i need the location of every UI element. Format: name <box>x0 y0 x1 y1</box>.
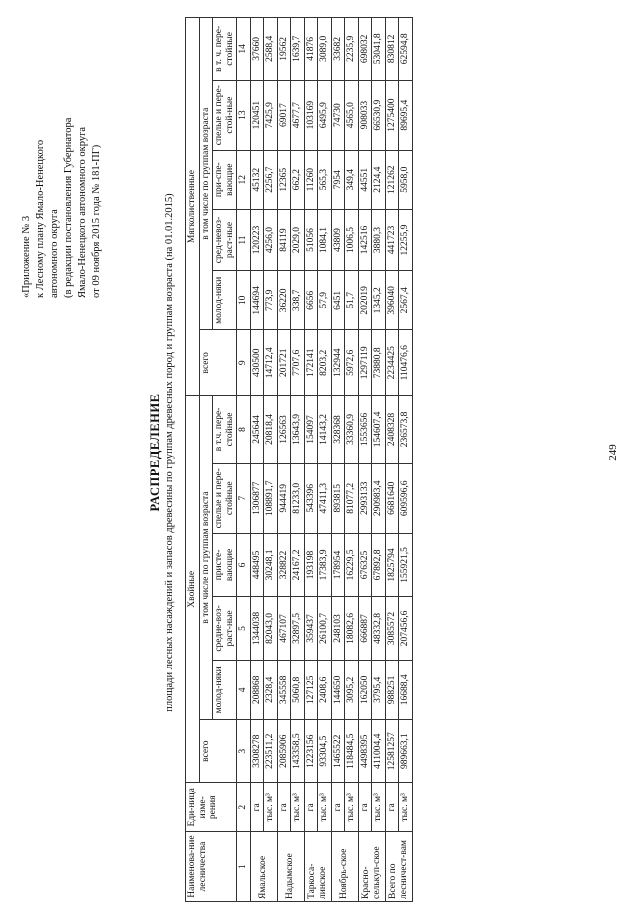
header-unit: Еди-ница изме-рения <box>186 783 237 832</box>
value-cell: 37660 <box>250 18 264 81</box>
value-cell: 1344038 <box>250 597 264 661</box>
table-row <box>277 18 291 902</box>
value-cell: 6451 <box>331 271 345 330</box>
value-cell: 154097 <box>304 396 318 464</box>
value-cell: 2588,4 <box>264 18 278 81</box>
column-number: 7 <box>237 463 251 533</box>
table-row <box>291 18 305 902</box>
value-cell: 193198 <box>304 533 318 597</box>
document-title: РАСПРЕДЕЛЕНИЕ <box>148 393 162 512</box>
value-cell: 1345,2 <box>372 271 386 330</box>
value-cell: 467107 <box>277 597 291 661</box>
value-cell: 2328,4 <box>264 660 278 719</box>
value-cell: 12255,9 <box>399 209 413 270</box>
value-cell: 4498395 <box>358 719 372 783</box>
header-middle-aged: средне-воз-раст-ные <box>213 597 237 661</box>
value-cell: 430500 <box>250 330 264 396</box>
table-row <box>385 18 399 902</box>
value-cell: 44551 <box>358 150 372 209</box>
value-cell: 208868 <box>250 660 264 719</box>
value-cell: 1465522 <box>331 719 345 783</box>
value-cell: 13643,9 <box>291 396 305 464</box>
appendix-line: Ямало-Ненецкого автономного округа <box>77 126 88 298</box>
value-cell: 3795,4 <box>372 660 386 719</box>
value-cell: 989663,1 <box>399 719 413 783</box>
value-cell: 43809 <box>331 209 345 270</box>
value-cell: 662,2 <box>291 150 305 209</box>
value-cell: 178954 <box>331 533 345 597</box>
value-cell: 33682 <box>331 18 345 81</box>
value-cell: 1006,5 <box>345 209 359 270</box>
table-row <box>304 18 318 902</box>
forestry-name: Красно-селькуп-ское <box>358 832 385 902</box>
forestry-name: Ноябрь-ское <box>331 832 358 902</box>
column-number: 5 <box>237 597 251 661</box>
value-cell: 93304,5 <box>318 719 332 783</box>
value-cell: 944419 <box>277 463 291 533</box>
value-cell: 14143,2 <box>318 396 332 464</box>
value-cell: 62594,8 <box>399 18 413 81</box>
header-total: всего <box>199 719 237 783</box>
value-cell: 245644 <box>250 396 264 464</box>
value-cell: 2235,9 <box>345 18 359 81</box>
value-cell: 543396 <box>304 463 318 533</box>
table-row <box>318 18 332 902</box>
value-cell: 5972,6 <box>345 330 359 396</box>
value-cell: 144650 <box>331 660 345 719</box>
value-cell: 223511,2 <box>264 719 278 783</box>
table-row <box>331 18 345 902</box>
value-cell: 110476,6 <box>399 330 413 396</box>
value-cell: 773,9 <box>264 271 278 330</box>
value-cell: 143358,5 <box>291 719 305 783</box>
value-cell: 359437 <box>304 597 318 661</box>
value-cell: 3095,2 <box>345 660 359 719</box>
table-row <box>372 18 386 902</box>
value-cell: 36220 <box>277 271 291 330</box>
value-cell: 1639,7 <box>291 18 305 81</box>
value-cell: 207456,6 <box>399 597 413 661</box>
document-subtitle: площади лесных насаждений и запасов древесины по группам древесных пород и группам возраста (на 01.01.2015) <box>164 193 175 712</box>
value-cell: 19562 <box>277 18 291 81</box>
value-cell: 108891,7 <box>264 463 278 533</box>
value-cell: 3085572 <box>385 597 399 661</box>
value-cell: 67892,8 <box>372 533 386 597</box>
header-overmature: в т.ч. пере-стойные <box>213 396 237 464</box>
table-body <box>250 18 412 902</box>
value-cell: 988251 <box>385 660 399 719</box>
value-cell: 7425,9 <box>264 80 278 150</box>
value-cell: 69017 <box>277 80 291 150</box>
value-cell: 2993133 <box>358 463 372 533</box>
table-row <box>250 18 264 902</box>
value-cell: 2408328 <box>385 396 399 464</box>
value-cell: 2124,4 <box>372 150 386 209</box>
value-cell: 82043,0 <box>264 597 278 661</box>
value-cell: 17383,9 <box>318 533 332 597</box>
unit-cell: га <box>358 783 372 832</box>
column-number-row <box>237 18 251 902</box>
column-number: 6 <box>237 533 251 597</box>
value-cell: 345558 <box>277 660 291 719</box>
value-cell: 172141 <box>304 330 318 396</box>
unit-cell: га <box>331 783 345 832</box>
value-cell: 47411,3 <box>318 463 332 533</box>
appendix-block <box>20 18 104 298</box>
table-row <box>264 18 278 902</box>
value-cell: 2029,0 <box>291 209 305 270</box>
column-number: 8 <box>237 396 251 464</box>
value-cell: 155921,5 <box>399 533 413 597</box>
value-cell: 2408,6 <box>318 660 332 719</box>
column-number: 11 <box>237 209 251 270</box>
value-cell: 18082,6 <box>345 597 359 661</box>
unit-cell: тыс. м³ <box>372 783 386 832</box>
value-cell: 3308278 <box>250 719 264 783</box>
value-cell: 103169 <box>304 80 318 150</box>
value-cell: 3089,0 <box>318 18 332 81</box>
value-cell: 30248,1 <box>264 533 278 597</box>
value-cell: 48332,8 <box>372 597 386 661</box>
value-cell: 2567,4 <box>399 271 413 330</box>
value-cell: 118484,5 <box>345 719 359 783</box>
value-cell: 1306877 <box>250 463 264 533</box>
value-cell: 202019 <box>358 271 372 330</box>
value-cell: 81077,2 <box>345 463 359 533</box>
value-cell: 81233,0 <box>291 463 305 533</box>
appendix-line: от 09 ноября 2015 года № 181-ПГ) <box>91 144 102 298</box>
value-cell: 126563 <box>277 396 291 464</box>
column-number: 2 <box>237 783 251 832</box>
header-coniferous: Хвойные <box>186 396 200 783</box>
value-cell: 16229,5 <box>345 533 359 597</box>
value-cell: 676325 <box>358 533 372 597</box>
column-number: 13 <box>237 80 251 150</box>
value-cell: 248103 <box>331 597 345 661</box>
value-cell: 32897,5 <box>291 597 305 661</box>
forestry-name: Надымское <box>277 832 304 902</box>
table-row <box>358 18 372 902</box>
unit-cell: тыс. м³ <box>345 783 359 832</box>
value-cell: 7954 <box>331 150 345 209</box>
appendix-line: (в редакции постановления Губернатора <box>63 117 74 298</box>
value-cell: 4256,0 <box>264 209 278 270</box>
header-premature: при-спе-вающие <box>213 150 237 209</box>
value-cell: 132944 <box>331 330 345 396</box>
value-cell: 698032 <box>358 18 372 81</box>
value-cell: 1275400 <box>385 80 399 150</box>
table-row <box>345 18 359 902</box>
value-cell: 53041,8 <box>372 18 386 81</box>
forestry-name: Ямальское <box>250 832 277 902</box>
column-number: 1 <box>237 832 251 902</box>
unit-cell: га <box>250 783 264 832</box>
value-cell: 12581257 <box>385 719 399 783</box>
header-total: всего <box>199 330 237 396</box>
value-cell: 33360,9 <box>345 396 359 464</box>
appendix-line: «Приложение № 3 <box>21 215 32 298</box>
value-cell: 1825794 <box>385 533 399 597</box>
column-number: 9 <box>237 330 251 396</box>
value-cell: 4565,0 <box>345 80 359 150</box>
value-cell: 328822 <box>277 533 291 597</box>
header-middle-aged: сред-невоз-раст-ные <box>213 209 237 270</box>
value-cell: 396040 <box>385 271 399 330</box>
value-cell: 830812 <box>385 18 399 81</box>
value-cell: 6681640 <box>385 463 399 533</box>
column-number: 4 <box>237 660 251 719</box>
header-by-age: в том числе по группам возраста <box>199 396 213 720</box>
unit-cell: га <box>304 783 318 832</box>
column-number: 10 <box>237 271 251 330</box>
value-cell: 1553656 <box>358 396 372 464</box>
unit-cell: тыс. м³ <box>399 783 413 832</box>
value-cell: 4677,7 <box>291 80 305 150</box>
header-mature: спелые и пере-стойные <box>213 463 237 533</box>
value-cell: 908033 <box>358 80 372 150</box>
value-cell: 338,7 <box>291 271 305 330</box>
column-number: 14 <box>237 18 251 81</box>
header-name: Наименова-ние лесничества <box>186 832 237 902</box>
value-cell: 24167,2 <box>291 533 305 597</box>
value-cell: 5060,8 <box>291 660 305 719</box>
header-young: молод-няки <box>213 660 237 719</box>
value-cell: 893815 <box>331 463 345 533</box>
value-cell: 16688,4 <box>399 660 413 719</box>
value-cell: 328368 <box>331 396 345 464</box>
value-cell: 162050 <box>358 660 372 719</box>
unit-cell: тыс. м³ <box>318 783 332 832</box>
value-cell: 2256,7 <box>264 150 278 209</box>
value-cell: 411004,4 <box>372 719 386 783</box>
header-premature: присте-вающие <box>213 533 237 597</box>
value-cell: 51,7 <box>345 271 359 330</box>
column-number: 12 <box>237 150 251 209</box>
unit-cell: га <box>277 783 291 832</box>
unit-cell: тыс. м³ <box>264 783 278 832</box>
header-by-age: в том числе по группам возраста <box>199 18 213 330</box>
value-cell: 121262 <box>385 150 399 209</box>
value-cell: 20818,4 <box>264 396 278 464</box>
value-cell: 6495,9 <box>318 80 332 150</box>
value-cell: 236573,8 <box>399 396 413 464</box>
value-cell: 12365 <box>277 150 291 209</box>
value-cell: 1084,1 <box>318 209 332 270</box>
unit-cell: га <box>385 783 399 832</box>
value-cell: 448495 <box>250 533 264 597</box>
distribution-table <box>185 17 413 902</box>
value-cell: 7707,6 <box>291 330 305 396</box>
header-overmature: в т. ч. пере-стойные <box>213 18 237 81</box>
value-cell: 127125 <box>304 660 318 719</box>
value-cell: 73880,8 <box>372 330 386 396</box>
value-cell: 609596,6 <box>399 463 413 533</box>
header-softwood: Мягколиственные <box>186 18 200 396</box>
value-cell: 2085906 <box>277 719 291 783</box>
value-cell: 565,3 <box>318 150 332 209</box>
table-row <box>399 18 413 902</box>
value-cell: 6656 <box>304 271 318 330</box>
value-cell: 666887 <box>358 597 372 661</box>
header-young: молод-няки <box>213 271 237 330</box>
value-cell: 84119 <box>277 209 291 270</box>
value-cell: 26100,7 <box>318 597 332 661</box>
value-cell: 8203,2 <box>318 330 332 396</box>
value-cell: 290983,4 <box>372 463 386 533</box>
value-cell: 74730 <box>331 80 345 150</box>
header-mature: спелые и пере-стой-ные <box>213 80 237 150</box>
value-cell: 3880,3 <box>372 209 386 270</box>
value-cell: 66530,9 <box>372 80 386 150</box>
forestry-name: Всего по лесничест-вам <box>385 832 412 902</box>
appendix-line: к Лесному плану Ямало-Ненецкого <box>35 139 46 298</box>
value-cell: 142516 <box>358 209 372 270</box>
value-cell: 11260 <box>304 150 318 209</box>
value-cell: 45132 <box>250 150 264 209</box>
value-cell: 154607,4 <box>372 396 386 464</box>
unit-cell: тыс. м³ <box>291 783 305 832</box>
value-cell: 2234425 <box>385 330 399 396</box>
page-number: 249 <box>607 444 619 461</box>
value-cell: 57,9 <box>318 271 332 330</box>
forestry-name: Таркоса-линское <box>304 832 331 902</box>
value-cell: 441723 <box>385 209 399 270</box>
column-number: 3 <box>237 719 251 783</box>
value-cell: 14712,4 <box>264 330 278 396</box>
value-cell: 349,4 <box>345 150 359 209</box>
value-cell: 120451 <box>250 80 264 150</box>
value-cell: 1297119 <box>358 330 372 396</box>
value-cell: 144694 <box>250 271 264 330</box>
appendix-line: автономного округа <box>49 209 60 298</box>
value-cell: 120223 <box>250 209 264 270</box>
value-cell: 41876 <box>304 18 318 81</box>
value-cell: 89695,4 <box>399 80 413 150</box>
value-cell: 51056 <box>304 209 318 270</box>
value-cell: 201721 <box>277 330 291 396</box>
value-cell: 1223156 <box>304 719 318 783</box>
value-cell: 5958,0 <box>399 150 413 209</box>
